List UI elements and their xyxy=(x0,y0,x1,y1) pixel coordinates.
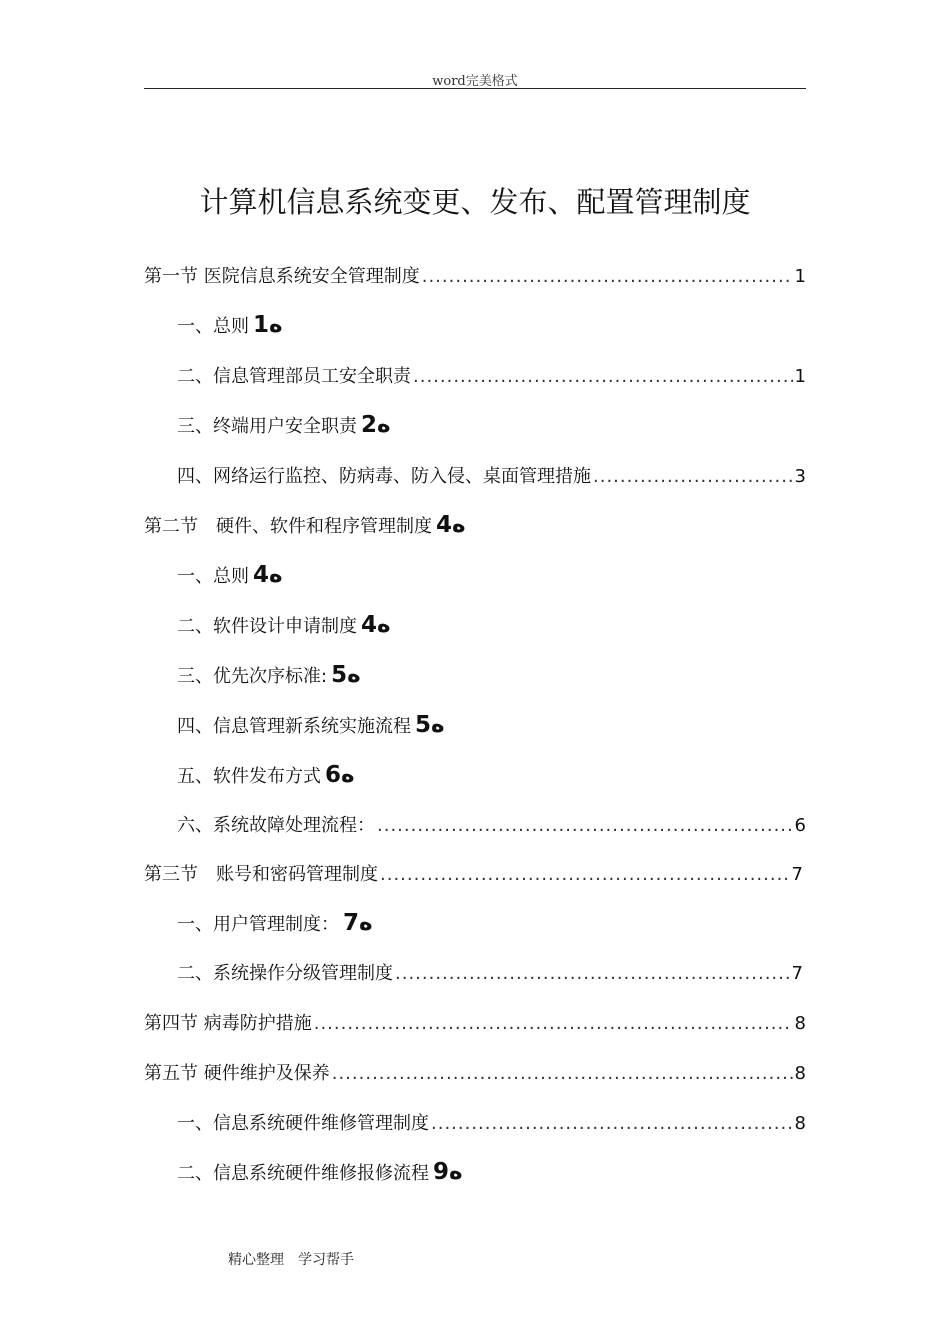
toc-entry-label: 第一节 医院信息系统安全管理制度 xyxy=(144,266,420,287)
toc-entry[interactable] xyxy=(177,1159,463,1185)
toc-leader xyxy=(380,864,790,885)
toc-leader xyxy=(314,1013,793,1034)
document-title: 计算机信息系统变更、发布、配置管理制度 xyxy=(199,185,751,219)
toc-entry-page: 4ه xyxy=(361,612,391,638)
toc-leader xyxy=(413,366,793,387)
toc-entry-label: 一、总则 xyxy=(177,316,249,337)
page-footer: 精心整理 学习帮手 xyxy=(228,1252,354,1268)
toc-entry-page: 6 xyxy=(794,815,806,836)
toc-entry-label: 三、优先次序标准: xyxy=(177,666,328,687)
toc-entry-page: 7 xyxy=(791,864,803,885)
toc-entry[interactable] xyxy=(177,362,806,388)
toc-entry[interactable] xyxy=(144,1059,806,1085)
toc-entry[interactable] xyxy=(177,762,355,788)
toc-entry-label: 五、软件发布方式 xyxy=(177,766,321,787)
toc-entry[interactable] xyxy=(177,462,806,488)
toc-entry-label: 第四节 病毒防护措施 xyxy=(144,1013,312,1034)
toc-entry[interactable] xyxy=(177,562,283,588)
toc-entry-label: 一、信息系统硬件维修管理制度 xyxy=(177,1113,429,1134)
toc-entry-label: 二、信息管理部员工安全职责 xyxy=(177,366,411,387)
toc-entry[interactable] xyxy=(177,959,803,985)
toc-entry-label: 第五节 硬件维护及保养 xyxy=(144,1063,330,1084)
toc-entry-label: 二、系统操作分级管理制度 xyxy=(177,963,393,984)
toc-entry-page: 1 xyxy=(794,266,806,287)
toc-entry-page: 8 xyxy=(794,1013,806,1034)
toc-entry[interactable] xyxy=(144,262,806,288)
toc-entry-label: 四、网络运行监控、防病毒、防入侵、桌面管理措施 xyxy=(177,466,591,487)
toc-leader xyxy=(395,963,790,984)
toc-entry-page: 5ه xyxy=(331,662,361,688)
toc-entry-label: 六、系统故障处理流程： xyxy=(177,815,375,836)
toc-entry[interactable] xyxy=(177,910,373,936)
toc-entry-label: 四、信息管理新系统实施流程 xyxy=(177,716,411,737)
toc-entry[interactable] xyxy=(177,662,361,688)
toc-entry[interactable] xyxy=(144,860,803,886)
toc-entry-page: 5ه xyxy=(415,712,445,738)
toc-entry[interactable] xyxy=(177,612,391,638)
toc-entry-page: 9ه xyxy=(433,1159,463,1185)
toc-entry-label: 二、软件设计申请制度 xyxy=(177,616,357,637)
toc-entry[interactable] xyxy=(177,1109,806,1135)
toc-entry[interactable] xyxy=(177,412,391,438)
header-rule xyxy=(144,88,806,89)
toc-entry-page: 8 xyxy=(794,1113,806,1134)
page-header: word完美格式 xyxy=(432,74,518,89)
toc-entry[interactable] xyxy=(177,312,283,338)
toc-entry-label: 二、信息系统硬件维修报修流程 xyxy=(177,1163,429,1184)
toc-entry-page: 8 xyxy=(794,1063,806,1084)
toc-entry-label: 一、总则 xyxy=(177,566,249,587)
toc-entry-page: 7 xyxy=(791,963,803,984)
toc-entry-label: 一、用户管理制度： xyxy=(177,914,339,935)
toc-entry-page: 7ه xyxy=(343,910,373,936)
toc-entry[interactable] xyxy=(177,712,445,738)
toc-entry-page: 4ه xyxy=(253,562,283,588)
toc-entry-label: 三、终端用户安全职责 xyxy=(177,416,357,437)
toc-entry[interactable] xyxy=(144,1009,806,1035)
toc-leader xyxy=(377,815,793,836)
toc-leader xyxy=(422,266,793,287)
toc-entry-page: 4ه xyxy=(436,512,466,538)
toc-leader xyxy=(593,466,793,487)
toc-entry-label: 第二节 硬件、软件和程序管理制度 xyxy=(144,516,432,537)
toc-entry-page: 3 xyxy=(794,466,806,487)
toc-entry-page: 2ه xyxy=(361,412,391,438)
toc-entry-page: 1 xyxy=(794,366,806,387)
toc-entry-page: 1ه xyxy=(253,312,283,338)
toc-entry[interactable] xyxy=(177,811,806,837)
toc-entry-page: 6ه xyxy=(325,762,355,788)
toc-entry-label: 第三节 账号和密码管理制度 xyxy=(144,864,378,885)
toc-entry[interactable] xyxy=(144,512,466,538)
toc-leader xyxy=(431,1113,793,1134)
toc-leader xyxy=(332,1063,793,1084)
